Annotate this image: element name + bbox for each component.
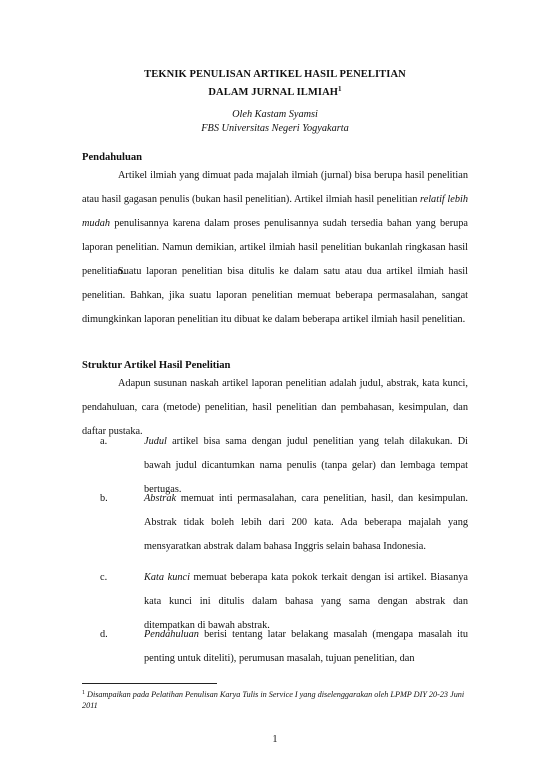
list-marker: d.	[100, 629, 108, 640]
paragraph-intro-1-emphasis: relatif lebih mudah	[82, 194, 469, 229]
title-line-2-text: DALAM JURNAL ILMIAH	[208, 87, 339, 98]
paragraph-intro-1-part-a: Artikel ilmiah yang dimuat pada majalah ilmiah (jurnal) bisa berupa hasil penelitian atau hasil gagasan penulis (bukan hasil penelitian). Artikel ilmiah hasil penelitian	[82, 170, 468, 205]
list-marker: a.	[100, 436, 108, 447]
footnote	[82, 688, 468, 711]
author-name: Oleh Kastam Syamsi	[232, 109, 318, 120]
list-term: Kata kunci	[144, 572, 190, 583]
list-term: Judul	[144, 436, 167, 447]
list-text: memuat inti permasalahan, cara penelitian, hasil, dan kesimpulan. Abstrak tidak boleh lebih dari 200 kata. Ada beberapa majalah yang mensyaratkan abstrak dalam bahasa Inggris selain bahasa Indonesia.	[144, 493, 468, 552]
list-item-abstrak	[100, 487, 468, 559]
footnote-mark: 1	[82, 690, 85, 696]
title-footnote-mark: 1	[338, 85, 342, 93]
author-affiliation: FBS Universitas Negeri Yogyakarta	[201, 123, 349, 134]
title-line-2	[0, 82, 550, 100]
list-term: Abstrak	[144, 493, 177, 504]
list-text: memuat beberapa kata pokok terkait dengan isi artikel. Biasanya kata kunci ini ditulis dalam bahasa yang sama dengan abstrak dan ditempatkan di bawah abstrak.	[144, 572, 468, 631]
footnote-separator	[82, 683, 217, 684]
list-item-pendahuluan	[100, 623, 468, 671]
list-text: artikel bisa sama dengan judul penelitian yang telah dilakukan. Di bawah judul dicantumkan nama penulis (tanpa gelar) dan lembaga tempat bertugas.	[144, 436, 468, 495]
footnote-text: Disampaikan pada Pelatihan Penulisan Karya Tulis in Service I yang diselenggarakan oleh LPMP DIY 20-23 Juni 2011	[82, 690, 465, 710]
section-heading-pendahuluan: Pendahuluan	[82, 152, 143, 163]
list-term: Pendahuluan	[144, 629, 199, 640]
section-heading-struktur: Struktur Artikel Hasil Penelitian	[82, 360, 231, 371]
page-number: 1	[272, 734, 278, 745]
title-line-1: TEKNIK PENULISAN ARTIKEL HASIL PENELITIAN	[144, 69, 406, 80]
paragraph-intro-2-text: Suatu laporan penelitian bisa ditulis ke dalam satu atau dua artikel ilmiah hasil penelitian. Bahkan, jika suatu laporan penelitian memuat beberapa permasalahan, sangat dimungkinkan laporan penelitian itu dibuat ke dalam beberapa artikel ilmiah hasil penelitian.	[82, 266, 468, 325]
list-marker: b.	[100, 493, 108, 504]
paragraph-intro-1-part-b: penulisannya karena dalam proses penulisannya sudah tersedia bahan yang berupa laporan penelitian. Namun demikian, artikel ilmiah hasil penelitian bukanlah ringkasan hasil penelitian.	[82, 218, 468, 277]
paragraph-struktur-intro-text: Adapun susunan naskah artikel laporan penelitian adalah judul, abstrak, kata kunci, pendahuluan, cara (metode) penelitian, hasil penelitian dan pembahasan, kesimpulan, dan daftar pustaka.	[82, 378, 468, 437]
paragraph-intro-2	[82, 260, 468, 332]
list-marker: c.	[100, 572, 108, 583]
list-text: berisi tentang latar belakang masalah (mengapa masalah itu penting untuk diteliti), perumusan masalah, tujuan penelitian, dan	[144, 629, 468, 664]
